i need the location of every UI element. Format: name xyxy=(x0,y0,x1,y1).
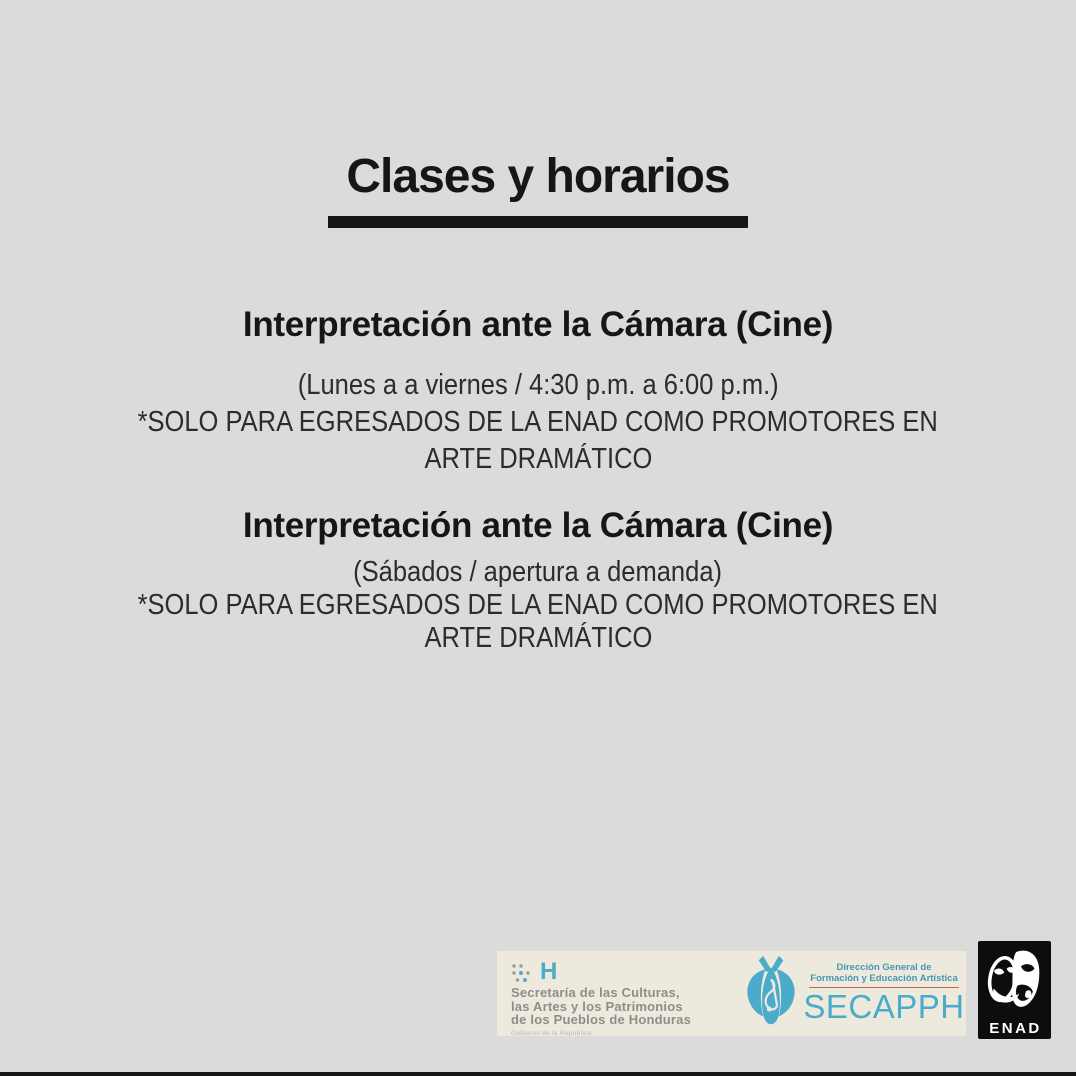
course-note-line-1 xyxy=(0,588,1076,623)
course-note-line-2 xyxy=(0,621,1076,656)
secretaria-name-line-1: Secretaría de las Culturas, xyxy=(511,985,680,1000)
secapph-text xyxy=(803,954,965,1034)
secapph-masks-icon xyxy=(743,954,799,1034)
course-note-text-2: ARTE DRAMÁTICO xyxy=(424,443,652,475)
course-schedule-text: (Sábados / apertura a demanda) xyxy=(353,556,723,588)
bottom-edge-bar xyxy=(0,1072,1076,1076)
course-heading: Interpretación ante la Cámara (Cine) xyxy=(242,506,834,545)
enad-acronym: ENAD xyxy=(989,1020,1042,1037)
secretaria-logo xyxy=(511,958,692,1037)
secretaria-name-line-2: las Artes y los Patrimonios xyxy=(511,998,683,1014)
course-schedule xyxy=(0,554,1076,590)
honduras-h-mark xyxy=(511,958,691,985)
course-section-1 xyxy=(0,303,1076,477)
secretaria-name xyxy=(511,986,691,1027)
course-heading: Interpretación ante la Cámara (Cine) xyxy=(242,305,834,344)
course-note-text-1: *SOLO PARA EGRESADOS DE LA ENAD COMO PROMOTORES EN xyxy=(137,589,939,621)
secapph-logo xyxy=(743,954,965,1034)
secretaria-name-line-3: de los Pueblos de Honduras xyxy=(511,1012,692,1027)
secretaria-subtext: Gobierno de la República xyxy=(511,1029,592,1037)
secapph-dept-line-1: Dirección General de xyxy=(836,962,932,973)
secapph-dept-line-2: Formación y Educación Artística xyxy=(810,973,958,984)
course-schedule xyxy=(0,367,1076,403)
course-schedule-text: (Lunes a a viernes / 4:30 p.m. a 6:00 p.m.) xyxy=(297,369,779,401)
logos-strip xyxy=(497,951,966,1036)
honduras-h-letter: H xyxy=(540,958,558,985)
title-block xyxy=(0,148,1076,228)
enad-logo xyxy=(978,941,1051,1039)
course-note-text-2: ARTE DRAMÁTICO xyxy=(424,622,652,654)
title-underline xyxy=(328,216,748,228)
course-note-line-1 xyxy=(0,405,1076,440)
secapph-acronym: SECAPPH xyxy=(803,988,965,1025)
enad-masks-icon xyxy=(986,947,1044,1019)
course-note-line-2 xyxy=(0,442,1076,477)
course-section-2 xyxy=(0,504,1076,656)
course-note-text-1: *SOLO PARA EGRESADOS DE LA ENAD COMO PROMOTORES EN xyxy=(137,406,939,438)
page-title: Clases y horarios xyxy=(346,150,730,203)
honduras-dots-icon xyxy=(511,961,535,983)
